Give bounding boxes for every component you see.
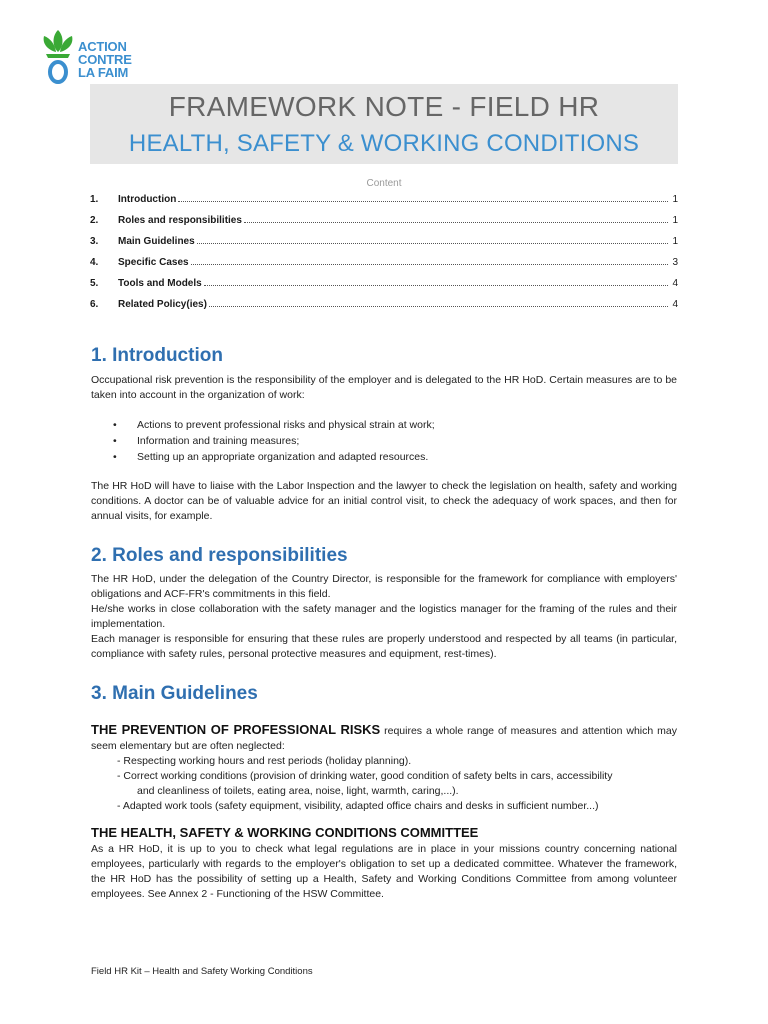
toc-item[interactable]: 2. Roles and responsibilities 1 xyxy=(90,215,678,226)
title-box xyxy=(90,84,678,164)
toc-item[interactable]: 4. Specific Cases 3 xyxy=(90,257,678,268)
toc-label: Tools and Models xyxy=(118,278,202,289)
toc-page: 1 xyxy=(672,215,678,226)
paragraph: He/she works in close collaboration with the safety manager and the logistics manager for the framing of the rules and their implementation. xyxy=(91,603,677,630)
list-item: • Actions to prevent professional risks and physical strain at work; xyxy=(113,417,677,433)
toc-label: Main Guidelines xyxy=(118,236,195,247)
toc-page: 4 xyxy=(672,299,678,310)
section-heading: 3. Main Guidelines xyxy=(91,683,258,704)
paragraph: THE PREVENTION OF PROFESSIONAL RISKS requires a whole range of measures and attention which may seem elementary but are often neglected: xyxy=(91,722,677,752)
paragraph: Occupational risk prevention is the responsibility of the employer and is delegated to the HR HoD. Certain measures are to be taken into account in the organization of work: xyxy=(91,374,677,401)
paragraph: As a HR HoD, it is up to you to check what legal regulations are in place in your missions country concerning national employees, particularly with regards to the employer's obligation to set up a dedicated committee. Whatever the framework, the HR HoD has the possibility of setting up a Health, Safety and Working Conditions Committee from among volunteer employees. See Annex 2 - Functioning of the HSW Committee. xyxy=(91,843,677,900)
paragraph: The HR HoD, under the delegation of the Country Director, is responsible for the framework for compliance with employers' obligations and ACF-FR's commitments in this field. xyxy=(91,573,677,600)
list-item: - Respecting working hours and rest periods (holiday planning). xyxy=(117,755,412,767)
toc-label: Introduction xyxy=(118,194,177,205)
toc-label: Roles and responsibilities xyxy=(118,215,242,226)
toc-leader xyxy=(197,243,668,244)
paragraph: The HR HoD will have to liaise with the Labor Inspection and the lawyer to check the legislation on health, safety and working conditions. A doctor can be of valuable advice for an initial control visit, to check the adequacy of work spaces, and then for annual visits, for example. xyxy=(91,480,677,522)
list-item: - Correct working conditions (provision of drinking water, good condition of safety belts in cars, accessibility xyxy=(117,770,613,782)
toc-leader xyxy=(191,264,668,265)
prevention-heading: THE PREVENTION OF PROFESSIONAL RISKS xyxy=(91,722,381,737)
logo-leaves-icon xyxy=(38,30,78,86)
paragraph: Each manager is responsible for ensuring that these rules are properly understood and respected by all teams (in particular, compliance with safety rules, personal protective measures and equipment, rest-times). xyxy=(91,633,677,660)
toc-item[interactable]: 5. Tools and Models 4 xyxy=(90,278,678,289)
toc-leader xyxy=(204,285,668,286)
section-main-guidelines xyxy=(91,682,677,902)
toc-page: 3 xyxy=(672,257,678,268)
logo-text: ACTION CONTRE LA FAIM xyxy=(78,39,132,80)
list-item: • Information and training measures; xyxy=(113,433,677,449)
toc-leader xyxy=(178,201,668,202)
toc-item[interactable]: 6. Related Policy(ies) 4 xyxy=(90,299,678,310)
table-of-contents xyxy=(90,194,678,320)
committee-heading: THE HEALTH, SAFETY & WORKING CONDITIONS COMMITTEE xyxy=(91,825,479,840)
section-heading: 2. Roles and responsibilities xyxy=(91,545,348,566)
toc-leader xyxy=(209,306,668,307)
list-item: • Setting up an appropriate organization and adapted resources. xyxy=(113,449,677,465)
bullet-list xyxy=(113,417,677,465)
section-heading: 1. Introduction xyxy=(91,345,223,366)
document-title: FRAMEWORK NOTE - FIELD HR xyxy=(168,91,600,122)
toc-label: Related Policy(ies) xyxy=(118,299,207,310)
page-footer: Field HR Kit – Health and Safety Working Conditions xyxy=(91,966,313,977)
toc-page: 1 xyxy=(672,194,678,205)
toc-leader xyxy=(244,222,668,223)
toc-label: Specific Cases xyxy=(118,257,189,268)
section-roles xyxy=(91,544,677,662)
list-item: - Adapted work tools (safety equipment, visibility, adapted office chairs and desks in sufficient number...) xyxy=(117,800,599,812)
toc-item[interactable]: 3. Main Guidelines 1 xyxy=(90,236,678,247)
toc-page: 4 xyxy=(672,278,678,289)
toc-page: 1 xyxy=(672,236,678,247)
list-item-continued: and cleanliness of toilets, eating area, noise, light, warmth, caring,...). xyxy=(137,785,459,797)
toc-item[interactable]: 1. Introduction 1 xyxy=(90,194,678,205)
acf-logo xyxy=(38,30,148,86)
document-subtitle: HEALTH, SAFETY & WORKING CONDITIONS xyxy=(128,130,640,157)
toc-heading: Content xyxy=(366,178,402,189)
section-introduction xyxy=(91,344,677,524)
